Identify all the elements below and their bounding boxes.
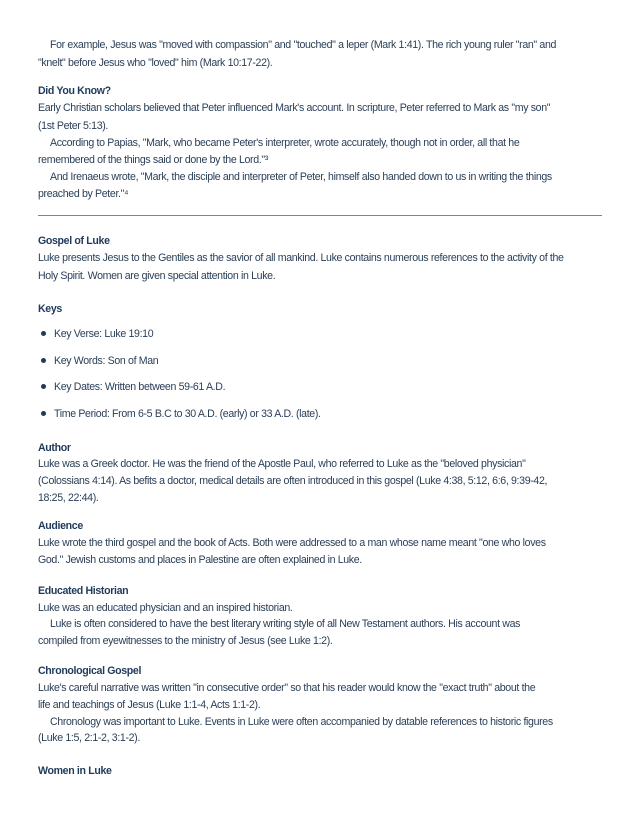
author-heading: Author xyxy=(38,442,71,454)
paragraph-line: Early Christian scholars believed that Peter influenced Mark's account. In scripture, Peter referred to Mark as "my son" xyxy=(38,102,551,114)
paragraph-line: (Colossians 4:14). As befits a doctor, medical details are often introduced in this gospel (Luke 4:38, 5:12, 6:6, 9:39-42, xyxy=(38,475,548,487)
paragraph-line: Holy Spirit. Women are given special attention in Luke. xyxy=(38,270,276,282)
key-item-text: Key Words: Son of Man xyxy=(54,355,159,367)
key-item-text: Key Dates: Written between 59-61 A.D. xyxy=(54,381,226,393)
paragraph-line: "knelt" before Jesus who "loved" him (Mark 10:17-22). xyxy=(38,57,273,69)
educated-historian-heading: Educated Historian xyxy=(38,585,129,597)
paragraph-line: life and teachings of Jesus (Luke 1:1-4, Acts 1:1-2). xyxy=(38,699,261,711)
did-you-know-heading: Did You Know? xyxy=(38,85,111,97)
gospel-of-luke-heading: Gospel of Luke xyxy=(38,235,110,247)
paragraph-line: Chronology was important to Luke. Events in Luke were often accompanied by datable references to historic figures xyxy=(50,716,553,728)
keys-heading: Keys xyxy=(38,303,62,315)
paragraph-line: remembered of the things said or done by the Lord."³ xyxy=(38,154,268,166)
paragraph-line: Luke was an educated physician and an inspired historian. xyxy=(38,602,293,614)
paragraph-line: Luke presents Jesus to the Gentiles as the savior of all mankind. Luke contains numerous references to the activity of the xyxy=(38,252,564,264)
audience-heading: Audience xyxy=(38,520,83,532)
paragraph-line: preached by Peter."⁴ xyxy=(38,188,129,200)
paragraph-line: (1st Peter 5:13). xyxy=(38,120,109,132)
paragraph-line: 18:25, 22:44). xyxy=(38,492,99,504)
list-item xyxy=(38,380,604,394)
bullet-icon xyxy=(41,384,46,389)
paragraph-line: compiled from eyewitnesses to the ministry of Jesus (see Luke 1:2). xyxy=(38,635,333,647)
bullet-icon xyxy=(41,411,46,416)
paragraph-line: According to Papias, "Mark, who became Peter's interpreter, wrote accurately, though not in order, all that he xyxy=(50,137,520,149)
key-item-text: Time Period: From 6-5 B.C to 30 A.D. (early) or 33 A.D. (late). xyxy=(54,408,321,420)
paragraph-line: For example, Jesus was "moved with compassion" and "touched" a leper (Mark 1:41). The rich young ruler "ran" and xyxy=(50,39,557,51)
paragraph-line: Luke was a Greek doctor. He was the friend of the Apostle Paul, who referred to Luke as the "beloved physician" xyxy=(38,458,526,470)
bullet-icon xyxy=(41,358,46,363)
bullet-icon xyxy=(41,331,46,336)
list-item xyxy=(38,354,604,368)
women-in-luke-heading: Women in Luke xyxy=(38,765,112,777)
list-item xyxy=(38,327,604,341)
paragraph-line: And Irenaeus wrote, "Mark, the disciple and interpreter of Peter, himself also handed down to us in writing the things xyxy=(50,171,552,183)
paragraph-line: (Luke 1:5, 2:1-2, 3:1-2). xyxy=(38,732,140,744)
paragraph-line: Luke's careful narrative was written "in consecutive order" so that his reader would know the "exact truth" about the xyxy=(38,682,536,694)
paragraph-line: Luke wrote the third gospel and the book of Acts. Both were addressed to a man whose name meant "one who loves xyxy=(38,537,546,549)
paragraph-line: Luke is often considered to have the best literary writing style of all New Testament authors. His account was xyxy=(50,618,521,630)
paragraph-line: God." Jewish customs and places in Palestine are often explained in Luke. xyxy=(38,554,362,566)
list-item xyxy=(38,407,604,421)
key-item-text: Key Verse: Luke 19:10 xyxy=(54,328,154,340)
section-divider xyxy=(38,215,602,216)
chronological-gospel-heading: Chronological Gospel xyxy=(38,665,142,677)
